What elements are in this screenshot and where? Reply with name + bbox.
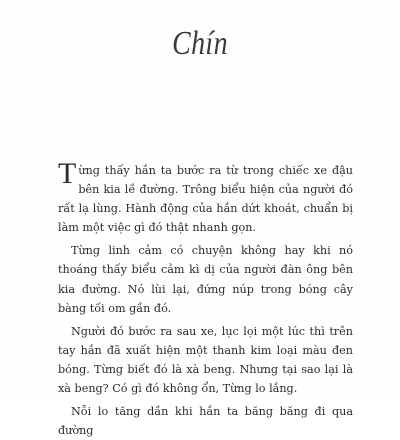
- paragraph-1-text: ừng thấy hắn ta bước ra từ trong chiếc xe đậu bên kia lề đường. Trông biểu hiện của người đó rất lạ lùng. Hành động của hắn dứt khoát, chuẩn bị làm một việc gì đó thật nhanh gọn.: [58, 164, 353, 235]
- paragraph-4: Nỗi lo tăng dần khi hắn ta băng băng đi qua đường: [58, 405, 353, 438]
- paragraph-3: Người đó bước ra sau xe, lục lọi một lúc thì trên tay hắn đã xuất hiện một thanh kim loại màu đen bóng. Từng biết đó là xà beng. Nhưng tại sao lại là xà beng? Có gì đó không ổn, Từng lo lắng.: [58, 324, 353, 396]
- chapter-body: [58, 157, 353, 440]
- paragraph-1: [58, 157, 353, 237]
- drop-cap: T: [58, 157, 77, 190]
- chapter-title: Chín: [172, 25, 228, 62]
- paragraph-2: Từng linh cảm có chuyện không hay khi nó thoáng thấy biểu cảm kì dị của người đàn ông bên kia đường. Nó lùi lại, đứng núp trong bóng cây bàng tối om gần đó.: [58, 244, 353, 315]
